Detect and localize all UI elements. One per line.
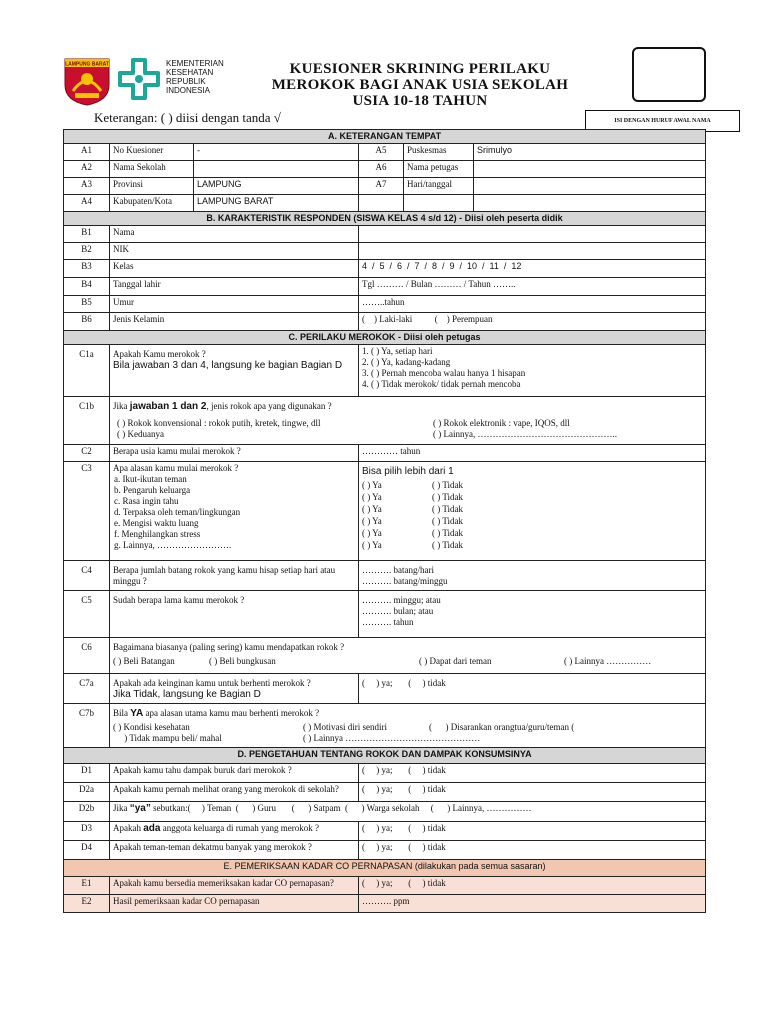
reason-item: e. Mengisi waktu luang (114, 518, 199, 528)
question-text: Berapa jumlah batang rokok yang kamu hisap setiap hari atau minggu ? (110, 561, 359, 591)
row-code: E1 (64, 877, 110, 895)
row-code: D3 (64, 822, 110, 841)
table-row (64, 638, 706, 674)
questionnaire-table (63, 129, 706, 913)
kemenkes-logo-icon (118, 58, 160, 100)
tidak-checkbox[interactable]: ( ) Tidak (432, 504, 464, 514)
row-label: Nama petugas (404, 161, 474, 178)
row-code: C1b (64, 397, 110, 445)
section-d-title: D. PENGETAHUAN TENTANG ROKOK DAN DAMPAK KONSUMSINYA (64, 748, 706, 764)
option-kondisi-kesehatan[interactable]: ( ) Kondisi kesehatan (113, 722, 190, 732)
question-text: Apakah kamu bersedia memeriksakan kadar CO pernapasan? (110, 877, 359, 895)
emblem-text: LAMPUNG BARAT (65, 61, 109, 68)
row-code: A1 (64, 144, 110, 161)
table-row (64, 296, 706, 313)
row-code: B4 (64, 278, 110, 296)
hari-tanggal-field[interactable] (474, 178, 706, 195)
question-text: Sudah berapa lama kamu merokok ? (110, 591, 359, 638)
question-text[interactable]: Jika “ya” sebutkan:( ) Teman ( ) Guru ( ) Satpam ( ) Warga sekolah ( ) Lainnya, …………… (110, 802, 706, 822)
row-code: A4 (64, 195, 110, 212)
tidak-checkbox[interactable]: ( ) Tidak (432, 528, 464, 538)
reason-item: g. Lainnya, ……………………. (114, 540, 232, 550)
respondent-code-box[interactable] (632, 47, 706, 102)
reason-item: b. Pengaruh keluarga (114, 485, 191, 495)
table-row (64, 445, 706, 462)
row-code: D2b (64, 802, 110, 822)
row-code: A3 (64, 178, 110, 195)
row-code: E2 (64, 895, 110, 913)
question-text: Apakah teman-teman dekatmu banyak yang merokok ? (110, 841, 359, 860)
question-cell (110, 462, 359, 561)
tidak-checkbox[interactable]: ( ) Tidak (432, 492, 464, 502)
ya-checkbox[interactable]: ( ) Ya (362, 492, 382, 502)
option-motivasi-diri[interactable]: ( ) Motivasi diri sendiri (303, 722, 387, 732)
usia-mulai-field[interactable]: ………… tahun (359, 445, 706, 462)
option-c1b-konvensional[interactable]: ( ) Rokok konvensional : rokok putih, kretek, tingwe, dll (117, 418, 321, 428)
option-c1b-keduanya[interactable]: ( ) Keduanya (117, 429, 164, 439)
row-label: Tanggal lahir (110, 278, 359, 296)
table-row (64, 195, 706, 212)
table-row (64, 278, 706, 296)
row-label: NIK (110, 243, 359, 260)
question-text: Apakah Kamu merokok ? (113, 349, 206, 359)
isi-huruf-awal-box[interactable]: ISI DENGAN HURUF AWAL NAMA (585, 110, 740, 132)
row-label: Hari/tanggal (404, 178, 474, 195)
multi-select-note: Bisa pilih lebih dari 1 (362, 466, 454, 477)
question-text: Bila YA apa alasan utama kamu mau berhenti merokok ? (113, 708, 320, 719)
reason-item: d. Terpaksa oleh teman/lingkungan (114, 507, 241, 517)
answer-options (359, 561, 706, 591)
question-cell (110, 704, 706, 748)
ya-tidak-options[interactable]: ( ) ya; ( ) tidak (359, 674, 706, 704)
form-header (0, 0, 768, 140)
row-label: Puskesmas (404, 144, 474, 161)
row-code: C3 (64, 462, 110, 561)
question-text: Hasil pemeriksaan kadar CO pernapasan (110, 895, 359, 913)
jenis-kelamin-options[interactable]: ( ) Laki-laki ( ) Perempuan (359, 313, 706, 331)
question-cell (110, 638, 706, 674)
ya-checkbox[interactable]: ( ) Ya (362, 480, 382, 490)
row-code: D1 (64, 764, 110, 783)
table-row (64, 895, 706, 913)
ya-tidak-options[interactable]: ( ) ya; ( ) tidak (359, 841, 706, 860)
minggu-field[interactable]: ………. minggu; atau (362, 595, 441, 605)
table-row (64, 783, 706, 802)
table-row (64, 397, 706, 445)
row-label (404, 195, 474, 212)
reason-item: c. Rasa ingin tahu (114, 496, 179, 506)
option-beli-bungkusan[interactable]: ( ) Beli bungkusan (209, 656, 276, 666)
option-beli-batangan[interactable]: ( ) Beli Batangan (113, 656, 175, 666)
tidak-checkbox[interactable]: ( ) Tidak (432, 516, 464, 526)
ya-tidak-options[interactable]: ( ) ya; ( ) tidak (359, 764, 706, 783)
row-label: No Kuesioner (110, 144, 194, 161)
question-text: Apakah ada anggota keluarga di rumah yang merokok ? (110, 822, 359, 841)
tahun-field[interactable]: ………. tahun (362, 617, 414, 627)
row-code: C7a (64, 674, 110, 704)
reason-item: a. Ikut-ikutan teman (114, 474, 187, 484)
umur-field[interactable]: ……..tahun (359, 296, 706, 313)
reason-item: f. Menghilangkan stress (114, 529, 201, 539)
row-code: A5 (359, 144, 404, 161)
table-row (64, 674, 706, 704)
table-row (64, 764, 706, 783)
row-code: C7b (64, 704, 110, 748)
row-code: B6 (64, 313, 110, 331)
ya-tidak-options[interactable]: ( ) ya; ( ) tidak (359, 783, 706, 802)
row-code: B3 (64, 260, 110, 278)
table-row (64, 822, 706, 841)
row-code: D2a (64, 783, 110, 802)
question-text: Berapa usia kamu mulai merokok ? (110, 445, 359, 462)
option-lainnya[interactable]: ( ) Lainnya ……………………………………… (303, 733, 481, 743)
table-row (64, 704, 706, 748)
table-row (64, 226, 706, 243)
question-text: Bagaimana biasanya (paling sering) kamu mendapatkan rokok ? (113, 642, 345, 652)
answer-options (359, 345, 706, 397)
row-label: Jenis Kelamin (110, 313, 359, 331)
form-title: KUESIONER SKRINING PERILAKU MEROKOK BAGI ANAK USIA SEKOLAH USIA 10-18 TAHUN (271, 61, 569, 109)
skip-note: Bila jawaban 3 dan 4, langsung ke bagian Bagian D (113, 360, 343, 371)
bulan-field[interactable]: ………. bulan; atau (362, 606, 434, 616)
table-row (64, 802, 706, 822)
option-c1b-elektronik[interactable]: ( ) Rokok elektronik : vape, IQOS, dll (433, 418, 570, 428)
lampung-barat-emblem-icon (61, 55, 113, 107)
question-text: Jika jawaban 1 dan 2, jenis rokok apa yang digunakan ? (113, 401, 332, 412)
row-label: Nama Sekolah (110, 161, 194, 178)
table-row (64, 877, 706, 895)
nama-petugas-field[interactable] (474, 161, 706, 178)
ya-tidak-options[interactable]: ( ) ya; ( ) tidak (359, 877, 706, 895)
kelas-options[interactable]: 4 / 5 / 6 / 7 / 8 / 9 / 10 / 11 / 12 (359, 260, 706, 278)
question-text: Apa alasan kamu mulai merokok ? (113, 463, 239, 473)
nik-field[interactable] (359, 243, 706, 260)
batang-hari-field[interactable]: ………. batang/hari (362, 565, 434, 575)
table-row (64, 345, 706, 397)
ya-checkbox[interactable]: ( ) Ya (362, 516, 382, 526)
table-row (64, 178, 706, 195)
answer-options (359, 462, 706, 561)
row-code: B2 (64, 243, 110, 260)
row-code: A2 (64, 161, 110, 178)
option-tidak-mampu[interactable]: ) Tidak mampu beli/ mahal (113, 733, 222, 743)
tanggal-lahir-field[interactable]: Tgl ……… / Bulan ……… / Tahun …….. (359, 278, 706, 296)
question-cell (110, 345, 359, 397)
table-row (64, 144, 706, 161)
row-code: B1 (64, 226, 110, 243)
kemenkes-text: KEMENTERIAN KESEHATAN REPUBLIK INDONESIA (166, 59, 224, 95)
empty-field (474, 195, 706, 212)
question-text: Apakah ada keinginan kamu untuk berhenti merokok ? (113, 678, 311, 688)
table-row (64, 243, 706, 260)
ya-checkbox[interactable]: ( ) Ya (362, 528, 382, 538)
table-row (64, 841, 706, 860)
row-label: Provinsi (110, 178, 194, 195)
co-ppm-field[interactable]: ………. ppm (359, 895, 706, 913)
table-row (64, 462, 706, 561)
question-cell (110, 397, 706, 445)
batang-minggu-field[interactable]: ………. batang/minggu (362, 576, 448, 586)
tidak-checkbox[interactable]: ( ) Tidak (432, 480, 464, 490)
nama-sekolah-field[interactable] (194, 161, 359, 178)
table-row (64, 313, 706, 331)
table-row (64, 591, 706, 638)
row-code: A6 (359, 161, 404, 178)
row-label: Kabupaten/Kota (110, 195, 194, 212)
row-label: Nama (110, 226, 359, 243)
ya-checkbox[interactable]: ( ) Ya (362, 504, 382, 514)
option-dari-teman[interactable]: ( ) Dapat dari teman (419, 656, 492, 666)
tidak-checkbox[interactable]: ( ) Tidak (432, 540, 464, 550)
row-code: C1a (64, 345, 110, 397)
row-code: C4 (64, 561, 110, 591)
kabupaten-field[interactable]: LAMPUNG BARAT (194, 195, 359, 212)
question-text: Apakah kamu pernah melihat orang yang merokok di sekolah? (110, 783, 359, 802)
row-code: C2 (64, 445, 110, 462)
ya-checkbox[interactable]: ( ) Ya (362, 540, 382, 550)
table-row (64, 561, 706, 591)
row-code: C6 (64, 638, 110, 674)
nama-field[interactable] (359, 226, 706, 243)
option-c1b-lainnya[interactable]: ( ) Lainnya, ……………………………………….. (433, 429, 617, 439)
table-row (64, 161, 706, 178)
table-row (64, 260, 706, 278)
section-e-title: E. PEMERIKSAAN KADAR CO PERNAPASAN (dilakukan pada semua sasaran) (64, 860, 706, 877)
option-c1a-2[interactable]: 2. ( ) Ya, kadang-kadang (362, 357, 451, 367)
option-lainnya[interactable]: ( ) Lainnya …………… (564, 656, 652, 666)
section-b-title: B. KARAKTERISTIK RESPONDEN (SISWA KELAS 4 s/d 12) - Diisi oleh peserta didik (64, 212, 706, 226)
option-c1a-1[interactable]: 1. ( ) Ya, setiap hari (362, 346, 433, 356)
keterangan-note: Keterangan: ( ) diisi dengan tanda √ (94, 110, 281, 125)
question-text: Apakah kamu tahu dampak buruk dari merokok ? (110, 764, 359, 783)
puskesmas-field[interactable]: Srimulyo (474, 144, 706, 161)
question-cell (110, 674, 359, 704)
option-c1a-4[interactable]: 4. ( ) Tidak merokok/ tidak pernah mencoba (362, 379, 521, 389)
skip-note: Jika Tidak, langsung ke Bagian D (113, 689, 261, 700)
row-code: C5 (64, 591, 110, 638)
answer-options (359, 591, 706, 638)
option-disarankan[interactable]: ( ) Disarankan orangtua/guru/teman ( (429, 722, 575, 732)
section-a-title: A. KETERANGAN TEMPAT (64, 130, 706, 144)
row-code (359, 195, 404, 212)
row-code: A7 (359, 178, 404, 195)
ya-tidak-options[interactable]: ( ) ya; ( ) tidak (359, 822, 706, 841)
row-label: Umur (110, 296, 359, 313)
row-label: Kelas (110, 260, 359, 278)
provinsi-field[interactable]: LAMPUNG (194, 178, 359, 195)
row-code: B5 (64, 296, 110, 313)
section-c-title: C. PERILAKU MEROKOK - Diisi oleh petugas (64, 331, 706, 345)
option-c1a-3[interactable]: 3. ( ) Pernah mencoba walau hanya 1 hisapan (362, 368, 526, 378)
no-kuesioner-field[interactable]: - (194, 144, 359, 161)
row-code: D4 (64, 841, 110, 860)
